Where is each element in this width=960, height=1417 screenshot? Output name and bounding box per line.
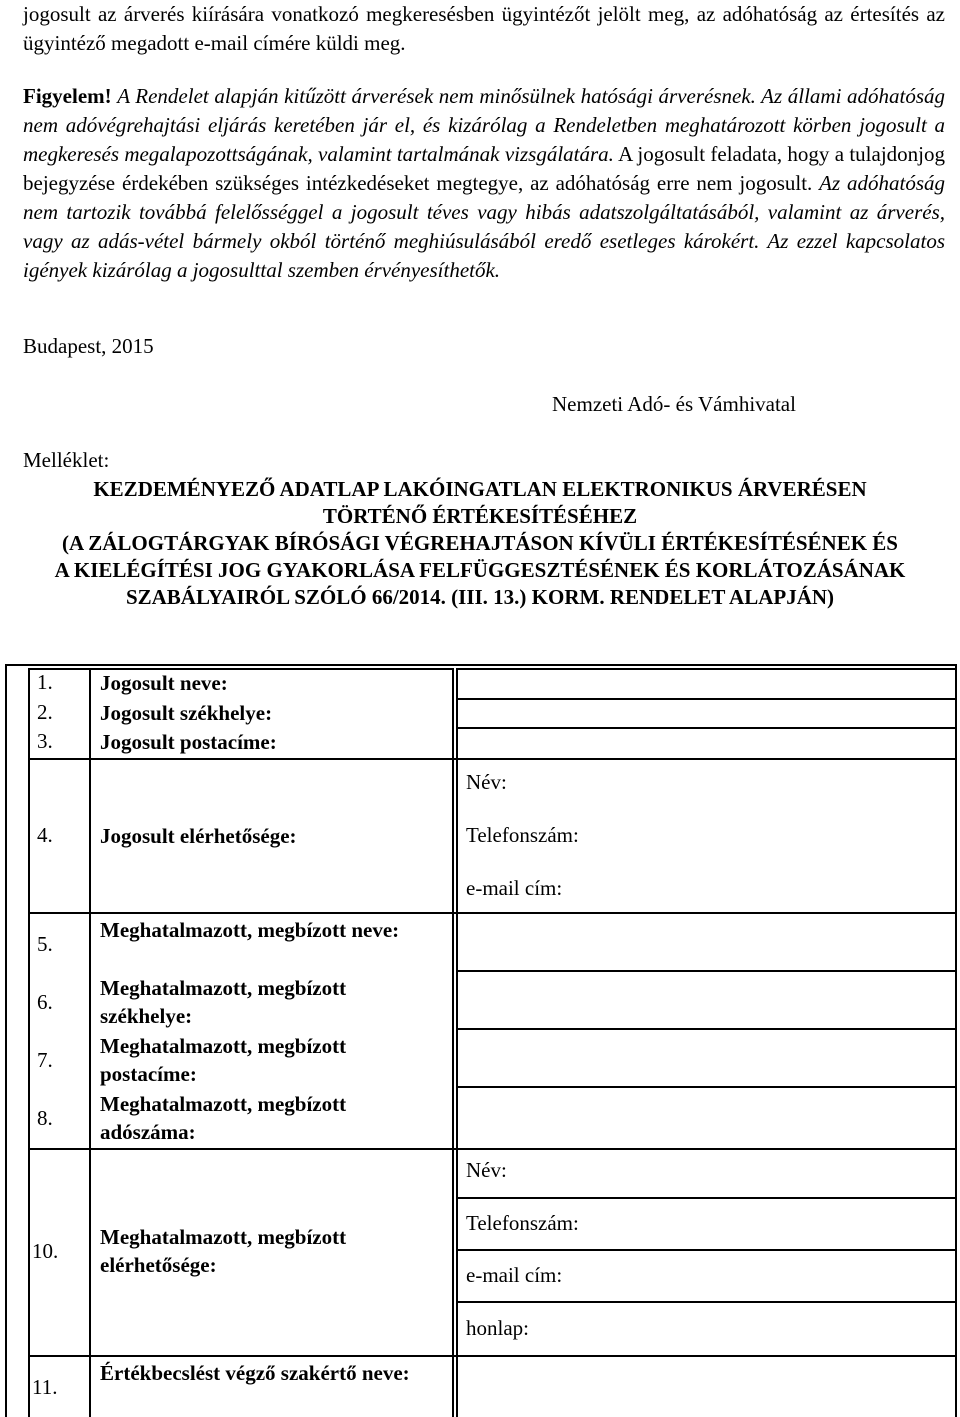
table-border-top (5, 664, 957, 666)
table-line (28, 912, 955, 914)
lead-paragraph: jogosult az árverés kiírására vonatkozó megkeresésben ügyintézőt jelölt meg, az adóhatóság az értesítés az ügyintéző megadott e-mail címére küldi meg. (23, 2, 945, 55)
table-line (28, 1148, 955, 1150)
table-line (456, 970, 955, 972)
row-number: 10. (32, 1239, 59, 1263)
place-date: Budapest, 2015 (23, 334, 154, 358)
field-website-label: honlap: (466, 1316, 529, 1340)
row-number: 11. (32, 1375, 58, 1399)
signature: Nemzeti Adó- és Vámhivatal (552, 392, 796, 416)
row-label: Jogosult székhelye: (100, 701, 273, 725)
row-label: Meghatalmazott, megbízott postacíme: (100, 1034, 347, 1086)
table-line (456, 1086, 955, 1088)
row-number: 4. (37, 823, 53, 847)
form-title-line: (A ZÁLOGTÁRGYAK BÍRÓSÁGI VÉGREHAJTÁSON KÍVÜLI ÉRTÉKESÍTÉSÉNEK ÉS (62, 531, 898, 555)
row-number: 8. (37, 1106, 53, 1130)
warning-italic-text-2: Az adóhatóság nem tartozik továbbá felelősséggel a jogosult téves vagy hibás adatszolgáltatásából, valamint az árverés, vagy az adás-vétel bármely okból történő meghiúsulásából eredő esetleges károkért. Az ezzel kapcsolatos igények kizárólag a jogosulttal szemben érvényesíthetők. (23, 171, 946, 282)
table-line (28, 668, 30, 1417)
row-label: Értékbecslést végző szakértő neve: (100, 1361, 410, 1385)
table-border-left (5, 664, 7, 1417)
table-line (456, 698, 955, 700)
table-line (456, 1301, 955, 1303)
row-label: Meghatalmazott, megbízott neve: (100, 918, 400, 942)
attachment-label: Melléklet: (23, 448, 110, 472)
table-line (89, 668, 91, 1417)
row-label: Meghatalmazott, megbízott székhelye: (100, 976, 347, 1028)
field-email-label: e-mail cím: (466, 1263, 563, 1287)
row-label: Meghatalmazott, megbízott elérhetősége: (100, 1225, 347, 1277)
row-label: Jogosult neve: (100, 671, 228, 695)
form-title-line: A KIELÉGÍTÉSI JOG GYAKORLÁSA FELFÜGGESZTÉSÉNEK ÉS KORLÁTOZÁSÁNAK (54, 558, 906, 582)
warning-italic-text: A Rendelet alapján kitűzött árverések nem minősülnek hatósági árverésnek. Az állami adóhatóság nem adóvégrehajtási eljárás keretében jár el, és kizárólag a Rendeletben meghatározott körben jogosult a megkeresés megalapozottságának, valamint tartalmának vizsgálatára. (23, 84, 946, 166)
field-name-label: Név: (466, 770, 507, 794)
table-border-right (955, 664, 957, 1417)
table-line (456, 1197, 955, 1199)
table-line (28, 758, 955, 760)
form-title-line: KEZDEMÉNYEZŐ ADATLAP LAKÓINGATLAN ELEKTRONIKUS ÁRVERÉSEN (93, 477, 867, 501)
row-label: Jogosult elérhetősége: (100, 824, 297, 848)
form-title-line: SZABÁLYAIRÓL SZÓLÓ 66/2014. (III. 13.) KORM. RENDELET ALAPJÁN) (125, 585, 835, 609)
field-phone-label: Telefonszám: (466, 823, 579, 847)
row-number: 1. (37, 670, 53, 694)
row-number: 5. (37, 932, 53, 956)
warning-normal-text: A jogosult feladata, hogy a tulajdonjog bejegyzése érdekében szükséges intézkedéseket megtegye, az adóhatóság erre nem jogosult. (23, 142, 946, 195)
row-number: 3. (37, 729, 53, 753)
row-number: 6. (37, 990, 53, 1014)
table-line (456, 727, 955, 729)
table-line (28, 1355, 955, 1357)
row-label: Meghatalmazott, megbízott adószáma: (100, 1092, 347, 1144)
field-email-label: e-mail cím: (466, 876, 563, 900)
warning-label: Figyelem! (23, 84, 112, 108)
row-number: 2. (37, 700, 53, 724)
table-line (456, 668, 955, 670)
table-line (28, 668, 452, 670)
table-line (452, 668, 454, 1417)
field-name-label: Név: (466, 1158, 507, 1182)
field-phone-label: Telefonszám: (466, 1211, 579, 1235)
row-label: Jogosult postacíme: (100, 730, 277, 754)
row-number: 7. (37, 1048, 53, 1072)
form-title (10, 476, 950, 611)
warning-paragraph (23, 82, 945, 285)
table-line (456, 1249, 955, 1251)
table-line (456, 668, 458, 1417)
form-title-line: TÖRTÉNŐ ÉRTÉKESÍTÉSÉHEZ (322, 504, 638, 528)
table-line (456, 1028, 955, 1030)
